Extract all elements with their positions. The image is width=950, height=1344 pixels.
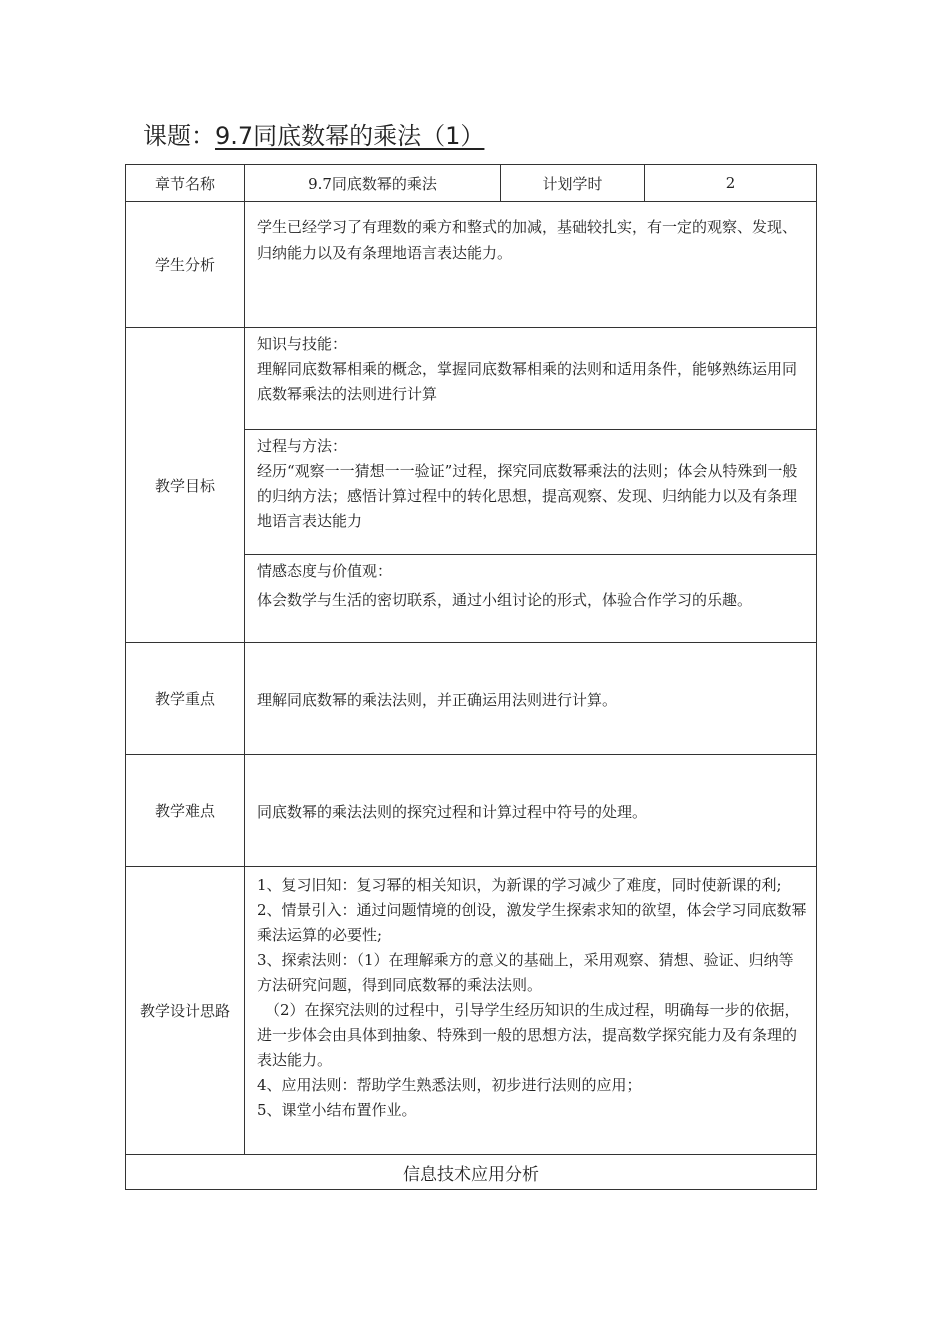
key-points-label: 教学重点	[126, 643, 245, 755]
lesson-title	[143, 120, 484, 152]
title-prefix: 课题：	[143, 122, 215, 150]
goal-emotion	[245, 554, 816, 642]
process-heading: 过程与方法：	[257, 437, 348, 455]
knowledge-heading: 知识与技能：	[257, 335, 348, 353]
design-item: （2）在探究法则的过程中，引导学生经历知识的生成过程，明确每一步的依据，进一步体会由具体到抽象、特殊到一般的思想方法，提高数学探究能力及有条理的表达能力。	[257, 1001, 800, 1069]
design-label: 教学设计思路	[126, 867, 245, 1155]
goal-process	[245, 429, 816, 554]
hours-label: 计划学时	[501, 165, 645, 202]
lesson-plan-table	[125, 164, 817, 1190]
key-points-text: 理解同底数幂的乘法法则，并正确运用法则进行计算。	[257, 690, 618, 709]
process-text: 经历“观察一一猜想一一验证”过程，探究同底数幂乘法的法则；体会从特殊到一般的归纳方法；感悟计算过程中的转化思想，提高观察、发现、归纳能力以及有条理地语言表达能力	[257, 462, 798, 530]
design-row	[126, 867, 817, 1155]
difficulties-label: 教学难点	[126, 755, 245, 867]
chapter-label: 章节名称	[126, 165, 245, 202]
goals-row	[126, 328, 817, 643]
goals-label: 教学目标	[126, 328, 245, 643]
student-analysis-row	[126, 202, 817, 328]
goal-knowledge	[245, 328, 816, 429]
design-item: 1、复习旧知：复习幂的相关知识，为新课的学习减少了难度，同时使新课的利;	[257, 876, 782, 894]
emotion-text: 体会数学与生活的密切联系，通过小组讨论的形式，体验合作学习的乐趣。	[257, 591, 753, 609]
design-list	[245, 867, 816, 1129]
hours-value: 2	[645, 165, 817, 202]
difficulties-row	[126, 755, 817, 867]
emotion-heading: 情感态度与价值观：	[257, 562, 393, 580]
student-analysis-label: 学生分析	[126, 202, 245, 328]
footer-row	[126, 1155, 817, 1190]
footer-label: 信息技术应用分析	[126, 1155, 817, 1190]
chapter-value: 9.7同底数幂的乘法	[245, 165, 501, 202]
difficulties-text: 同底数幂的乘法法则的探究过程和计算过程中符号的处理。	[257, 802, 648, 821]
knowledge-text: 理解同底数幂相乘的概念，掌握同底数幂相乘的法则和适用条件，能够熟练运用同底数幂乘法的法则进行计算	[257, 360, 798, 403]
design-item: 5、课堂小结布置作业。	[257, 1101, 417, 1119]
student-analysis-text: 学生已经学习了有理数的乘方和整式的加减，基础较扎实，有一定的观察、发现、归纳能力以及有条理地语言表达能力。	[257, 218, 798, 262]
title-topic: 9.7同底数幂的乘法（1）	[215, 122, 485, 150]
design-item: 4、应用法则：帮助学生熟悉法则，初步进行法则的应用；	[257, 1076, 642, 1094]
header-row	[126, 165, 817, 202]
design-item: 2、情景引入：通过问题情境的创设，激发学生探索求知的欲望，体会学习同底数幂乘法运算的必要性;	[257, 901, 807, 944]
design-item: 3、探索法则：（1）在理解乘方的意义的基础上，采用观察、猜想、验证、归纳等方法研究问题，得到同底数幂的乘法法则。	[257, 951, 794, 994]
key-points-row	[126, 643, 817, 755]
